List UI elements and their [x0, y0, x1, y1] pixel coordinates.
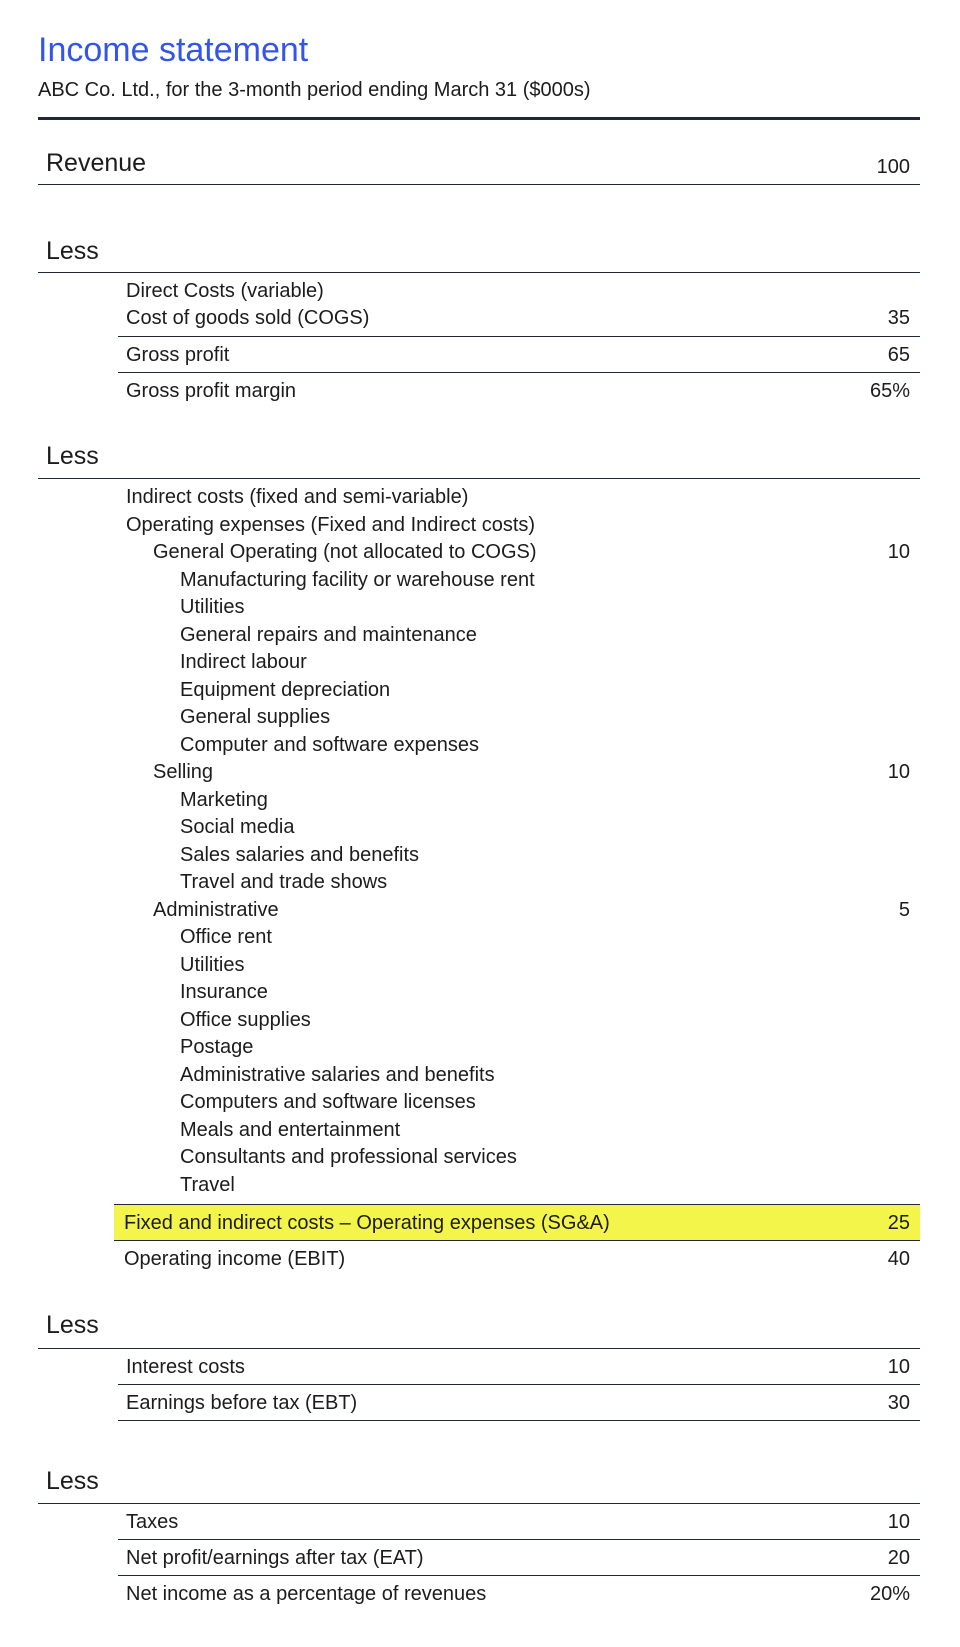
less-label-interest: Less	[46, 1311, 99, 1339]
list-item: Travel and trade shows	[180, 871, 388, 893]
gross-margin-label: Gross profit margin	[126, 380, 297, 402]
revenue-value: 100	[876, 156, 910, 178]
list-item: Utilities	[180, 596, 245, 618]
sga-value: 25	[887, 1212, 910, 1234]
less-divider-indirect	[38, 478, 920, 479]
net-pct-value: 20%	[869, 1583, 910, 1605]
list-item: Postage	[180, 1036, 254, 1058]
revenue-label: Revenue	[46, 149, 147, 177]
list-item: Insurance	[180, 981, 268, 1003]
less-divider-taxes	[38, 1503, 920, 1504]
eat-divider	[118, 1575, 920, 1576]
less-label-direct: Less	[46, 237, 99, 265]
list-item: Office supplies	[180, 1009, 311, 1031]
eat-label: Net profit/earnings after tax (EAT)	[126, 1547, 424, 1569]
list-item: Consultants and professional services	[180, 1146, 517, 1168]
page-subtitle: ABC Co. Ltd., for the 3-month period ending March 31 ($000s)	[38, 79, 591, 101]
selling-label: Selling	[153, 761, 214, 783]
ebt-value: 30	[887, 1392, 910, 1414]
list-item: Travel	[180, 1174, 235, 1196]
ebt-label: Earnings before tax (EBT)	[126, 1392, 358, 1414]
administrative-value: 5	[898, 899, 910, 921]
list-item: Marketing	[180, 789, 268, 811]
list-item: General supplies	[180, 706, 331, 728]
list-item: Sales salaries and benefits	[180, 844, 420, 866]
list-item: Computers and software licenses	[180, 1091, 476, 1113]
direct-costs-heading: Direct Costs (variable)	[126, 280, 324, 302]
list-item: Utilities	[180, 954, 245, 976]
list-item: Social media	[180, 816, 295, 838]
opex-heading: Operating expenses (Fixed and Indirect costs)	[126, 514, 536, 536]
gross-profit-label: Gross profit	[126, 344, 230, 366]
less-label-taxes: Less	[46, 1467, 99, 1495]
list-item: Administrative salaries and benefits	[180, 1064, 495, 1086]
gross-profit-divider	[118, 372, 920, 373]
sga-top-divider	[114, 1204, 920, 1205]
header-divider	[38, 117, 920, 120]
list-item: Manufacturing facility or warehouse rent	[180, 569, 535, 591]
page-title: Income statement	[38, 31, 309, 69]
revenue-divider	[38, 184, 920, 185]
list-item: Office rent	[180, 926, 272, 948]
sga-label: Fixed and indirect costs – Operating expenses (SG&A)	[124, 1212, 610, 1234]
interest-costs-label: Interest costs	[126, 1356, 245, 1378]
taxes-label: Taxes	[126, 1511, 179, 1533]
less-label-indirect: Less	[46, 442, 99, 470]
administrative-label: Administrative	[153, 899, 279, 921]
less-divider-interest	[38, 1348, 920, 1349]
cogs-label: Cost of goods sold (COGS)	[126, 307, 370, 329]
list-item: Meals and entertainment	[180, 1119, 401, 1141]
ebit-label: Operating income (EBIT)	[124, 1248, 346, 1270]
list-item: Equipment depreciation	[180, 679, 391, 701]
interest-divider	[118, 1384, 920, 1385]
ebt-divider	[118, 1420, 920, 1421]
gross-margin-value: 65%	[869, 380, 910, 402]
gross-profit-value: 65	[887, 344, 910, 366]
list-item: General repairs and maintenance	[180, 624, 477, 646]
ebit-value: 40	[887, 1248, 910, 1270]
less-divider-direct	[38, 272, 920, 273]
eat-value: 20	[887, 1547, 910, 1569]
cogs-divider	[118, 336, 920, 337]
interest-costs-value: 10	[887, 1356, 910, 1378]
list-item: Indirect labour	[180, 651, 307, 673]
list-item: Computer and software expenses	[180, 734, 480, 756]
selling-value: 10	[887, 761, 910, 783]
taxes-divider	[118, 1539, 920, 1540]
general-operating-label: General Operating (not allocated to COGS)	[153, 541, 537, 563]
sga-bottom-divider	[114, 1240, 920, 1241]
general-operating-value: 10	[887, 541, 910, 563]
taxes-value: 10	[887, 1511, 910, 1533]
net-pct-label: Net income as a percentage of revenues	[126, 1583, 487, 1605]
indirect-costs-heading: Indirect costs (fixed and semi-variable)	[126, 486, 469, 508]
cogs-value: 35	[887, 307, 910, 329]
